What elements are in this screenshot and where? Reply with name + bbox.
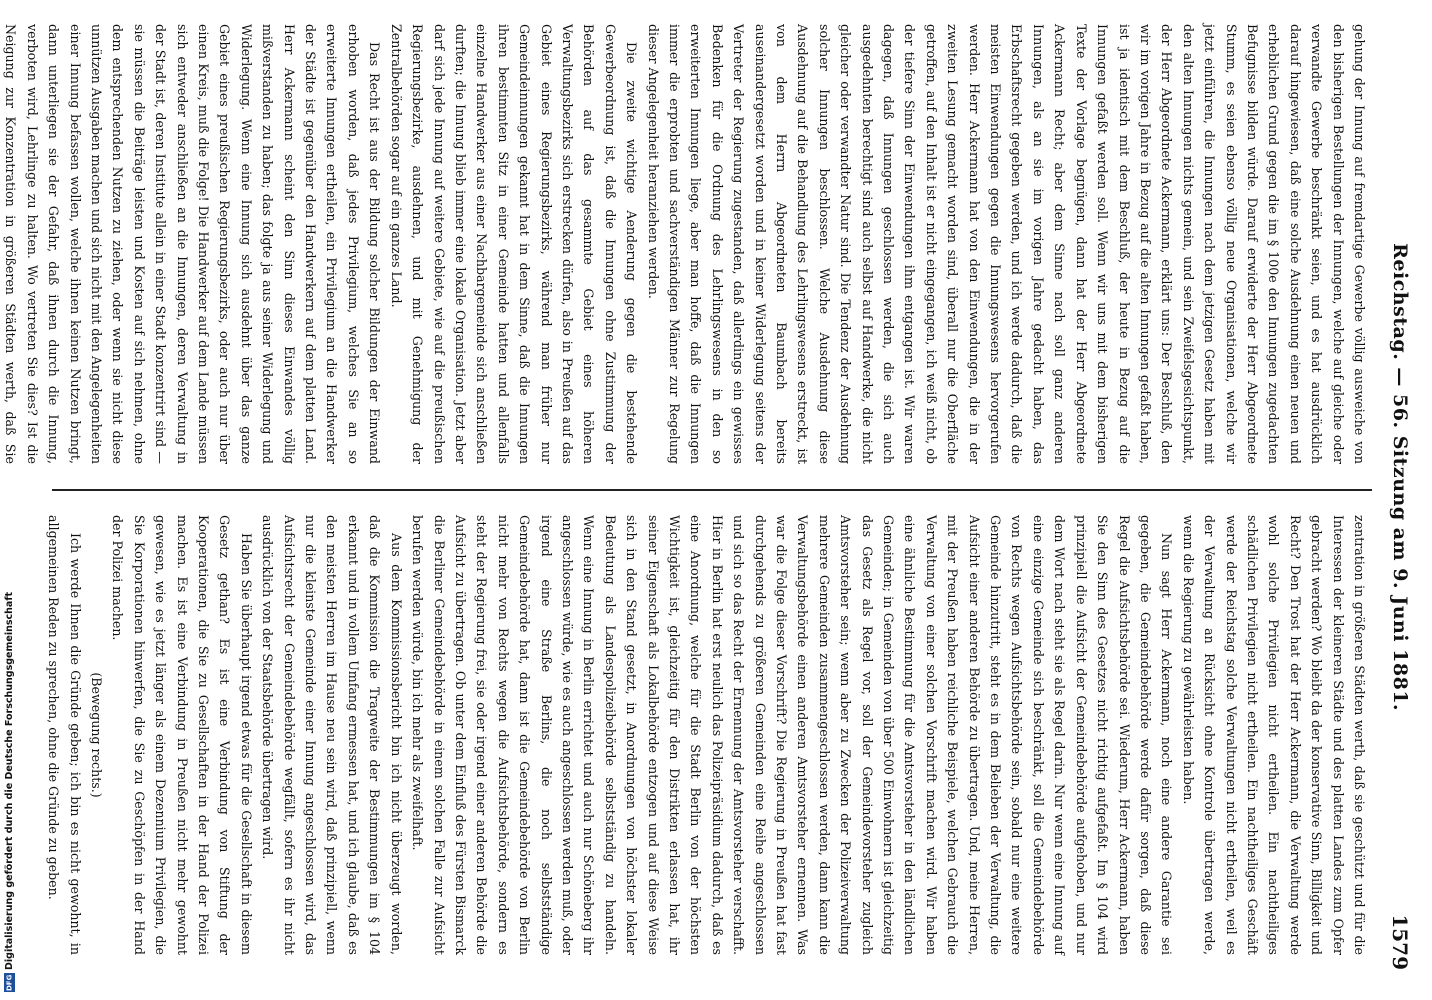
text-column-right [43, 515, 1370, 955]
paragraph: Ich werde Ihnen die Gründe geben; ich bin es nicht gewohnt, in allgemeinen Reden zu sprechen, ohne die Gründe zu geben. [46, 515, 83, 955]
paragraph: Aus dem Kommissionsbericht bin ich nicht überzeugt worden, daß die Kommission die Tragweite der Bestimmungen im § 104 erkannt und in vollem Umfang ermessen hat, und ich glaube, daß es den meisten Herren im Hause neu sein wird, daß prinzipiell, wenn nur die kleinste Gemeinde einer Innung angeschlossen wird, das Aufsichtsrecht der Gemeindebehörde wegfällt, sofern es ihr nicht ausdrücklich von der Staatsbehörde übertragen wird. [260, 515, 404, 955]
paragraph: Die zweite wichtige Aenderung gegen die bestehende Gewerbeordnung ist, daß die Innungen ohne Zustimmung der Behörden auf das gesammte Gebiet eines höheren Verwaltungsbezirks sich erstrecken dürfen, also in Preußen auf das Gebiet eines Regierungsbezirks, während man früher nur Gemeindeinnungen gekannt hat in dem Sinne, daß die Innungen ihren bestimmten Sitz in einer Gemeinde hatten und allenfalls einzelne Handwerker aus einer Nachbargemeinde sich anschließen durften; die Innung blieb immer eine lokale Organisation. Jetzt aber darf sich jede Innung auf weitere Gebiete, wie auf die preußischen Regierungsbezirke, ausdehnen, und mit Genehmigung der Zentralbehörden sogar auf ein ganzes Land. [388, 24, 640, 464]
paragraph: Nun sagt Herr Ackermann, noch eine andere Garantie sei gegeben, die Gemeindebehörde werde dafür sorgen, daß diese Regel die Aufsichtsbehörde sei. Wiederum, Herr Ackermann, haben Sie den Sinn des Gesetzes nicht richtig aufgefaßt. Im § 104 wird prinzipiell die Aufsicht der Gemeindebehörde aufgehoben, und nur dem Wort nach steht sie als Regel darin. Nur wenn eine Innung auf eine einzige Gemeinde sich beschränkt, soll die Gemeindebehörde von Rechts wegen Aufsichtsbehörde sein, sobald nur eine weitere Gemeinde hinzutritt, steht es in dem Belieben der Verwaltung, die Aufsicht einer anderen Behörde zu übertragen. Und, meine Herren, mit der Preußen haben reichliche Beispiele, welchen Gebrauch die Verwaltung von einer solchen Vorschrift machen wird. Wir haben eine ähnliche Bestimmung für die Amtsvorsteher in den ländlichen Gemeinden; in Gemeinden von über 500 Einwohnern ist gleichzeitig das Gesetz als Regel vor, soll der Gemeindevorsteher zugleich Amtsvorsteher sein; wenn aber zu Zwecken der Polizeiverwaltung mehrere Gemeinden zusammengeschlossen werden, dann kann die Verwaltungsbehörde einen anderen Amtsvorsteher ernennen. Was war die Folge dieser Vorschrift? Die Regierung in Preußen hat fast durchgehends zu größeren Gemeinden eine Reihe angeschlossen und sich so das Recht der Ernennung der Amtsvorsteher verschafft. Hier in Berlin hat erst neulich das Polizeipräsidium dadurch, daß es eine Anordnung, welche für die Stadt Berlin von der höchsten Wichtigkeit ist, gleichzeitig für den Distrikten erlassen hat, ihr seiner Eigenschaft als Lokalbehörde entzogen und auf diese Weise sich in den Stand gesetzt, in Anordnungen von höchster lokaler Bedeutung als Landespolizeibehörde selbstständig zu handeln. Wenn eine Innung in Berlin errichtet und auch nur Schöneberg ihr angeschlossen würde, wie es auch angeschlossen werden muß, oder irgend eine Straße Berlins, die noch selbstständige Gemeindebehörde hat, dann ist die Gemeindebehörde von Berlin nicht mehr von Rechts wegen die Aufsichtsbehörde, sondern es steht der Regierung frei, sie oder irgend einer anderen Behörde die Aufsicht zu übertragen. Ob unter dem Einfluß des Fürsten Bismarck die Berliner Gemeindebehörde in einem solchen Falle zur Aufsicht berufen werden würde, bin ich mehr als zweifelhaft. [410, 515, 1175, 955]
digitization-credit [2, 592, 16, 992]
paragraph: Das Recht ist aus der Bildung solcher Bildungen der Einwand erhoben worden, daß jedes Privilegium, welches Sie an so erweiterte Innungen ertheilen, ein Privilegium an die Handwerker der Städte ist gegenüber den Handwerkern auf dem platten Land. Herr Ackermann scheint den Sinn dieses Einwandes völlig mißverstanden zu haben; das folgte ja aus seiner Widerlegung und Widerlegung. Wenn eine Innung sich ausdehnt über das ganze Gebiet eines preußischen Regierungsbezirks, oder auch nur über einen Kreis, muß die Folge! Die Handwerker auf dem Lande müssen sich entweder anschließen an die Innungen, deren Verwaltung in der Stadt ist, deren Institute allein in einer Stadt konzentrirt sind — sie müssen die Beiträge leisten und Kosten auf sich nehmen, ohne dem entsprechenden Nutzen zu ziehen, oder wenn sie nicht diese unnützen Ausgaben machen und sich nicht mit den Angelegenheiten einer Innung befassen wollen, welche ihnen keinen Nutzen bringt, dann unterliegen sie der Gefahr, daß ihnen durch die Innung, verboten wird, Lehrlinge zu halten. Wo vertreten Sie dies? Ist die Neigung zur Konzentration in größeren Städten werth, daß Sie [3, 24, 383, 464]
paragraph: gehung der Innung auf fremdartige Gewerbe völlig ausweiche von den bisherigen Bestellungen der Innungen, welche auf gleiche oder verwandte Gewerbe beschränkt seien, und es hat ausdrücklich darauf hingewiesen, daß eine solche Ausdehnung einen neuen und erheblichen Grund gegen die im § 100e den Innungen zugedachten Befugnisse bilden würde. Darauf erwiderte der Herr Abgeordnete Stumm, es seien ebenso völlig neue Organisationen, welche wir jetzt einführen, die Innungen nach dem jetzigen Gesetz haben mit den alten Innungen nichts gemein, und sein Zweifelsgesichtspunkt, der Herr Abgeordnete Ackermann, erklärt uns: Der Beschluß, den wir im vorigen Jahre in Bezug auf die alten Innungen gefaßt haben, ist ja identisch mit dem Beschluß, der heute in Bezug auf die Innungen gefaßt werden soll. Wenn wir uns mit dem bisherigen Texte der Vorlage begnügen, dann hat der Herr Abgeordnete Ackermann Recht; aber dem Sinne nach soll ganz anderen Innungen, als an sie im vorigen Jahre gedacht haben, das Erbschaftsrecht gegeben werden, und ich werde dadurch, daß die meisten Einwendungen gegen die Innungswesens hervorgerufen werden. Herr Ackermann hat von den Einwendungen, die in der zweiten Lesung gemacht worden sind, überall nur die Oberfläche getroffen, auf den Inhalt ist er nicht eingegangen, ich weiß nicht, ob der tiefere Sinn der Einwendungen ihm entgangen ist. Wir waren dagegen, daß Innungen geschlossen werden, die sich auch ausgedehnten berechtigt sind auch selbst auf Handwerke, die nicht gleicher oder verwandter Natur sind. Die Tendenz der Ausdehnung solcher Innungen beschlossen. Welche Ausdehnung diese Ausdehnung auf die Behandlung des Lehrlingswesens erstreckt, ist von dem Herrn Abgeordneten Baumbach bereits auseinandergesetzt worden und in keiner Widerlegung seitens der Vertreter der Regierung zugestanden, daß allerdings ein gewisses Bedenken für die Ordnung des Lehrlingswesens in den so erweiterten Innungen liege, aber man hoffe, daß die Innungen immer die erprobten und sachverständigen Männer zur Regelung dieser Angelegenheit heranziehen werden. [645, 24, 1367, 464]
page-number: 1579 [1388, 914, 1412, 970]
paragraph: zentration in größeren Städten werth, daß sie geschützt und für die Interessen der kleineren Städte und des platten Landes zum Opfer gebracht werden? Wo bleibt da der konservative Sinn, Billigkeit und Recht? Den Trost hat der Herr Ackermann, die Verwaltung werde wohl solche Privilegien nicht ertheilen. Ein nachtheiliges schädlichen Privilegien nicht ertheilen. Ein nachtheiliges Geschäft werde der Reichstag solche Verwaltungen nicht ertheilen, weil es der Verwaltung an Rücksicht ohne Kontrole übertragen werde, wenn die Regierung zu gewährleisten haben. [1180, 515, 1367, 955]
credit-text: Digitalisierung gefördert durch die Deutsche Forschungsgemeinschaft [3, 592, 15, 970]
paragraph: (Bewegung rechts.) [89, 672, 105, 798]
dfg-logo: DFG [5, 974, 13, 991]
page-title: Reichstag. — 56. Sitzung am 9. Juni 1881. [1389, 243, 1411, 712]
column-divider [52, 489, 1372, 491]
text-column-left [0, 24, 1370, 464]
paragraph: Haben Sie überhaupt irgend etwas für die Gesellschaft in diesem Gesetz gethan? Es ist eine Verbindung von Stiftung der Kooperationen, die Sie zu Gesellschaften in der Hand der Polizei machen. Es ist eine Verbindung in Preußen nicht mehr gewohnt gewesen, wie es jetzt länger als einem Dezennium Privilegien, die Sie Korporationen hinwerfen, die Sie zu Geschöpfen in der Hand der Polizei machen. [110, 515, 254, 955]
page-header [1378, 40, 1422, 970]
